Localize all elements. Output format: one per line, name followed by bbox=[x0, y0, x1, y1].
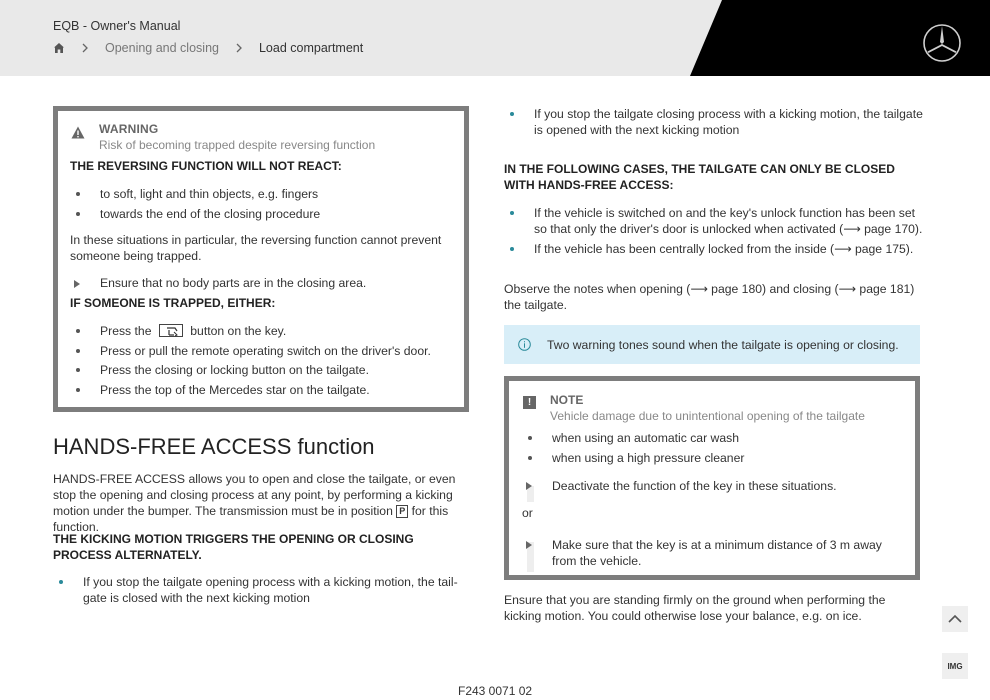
list-item bbox=[70, 323, 460, 339]
warning-paragraph: In these situations in particular, the reversing function cannot prevent someone being trapped. bbox=[70, 233, 442, 263]
list-item: Press the closing or locking button on the tailgate. bbox=[70, 362, 460, 378]
note-heading: NOTE bbox=[550, 393, 584, 407]
list-item: Press or pull the remote operating switch on the driver's door. bbox=[70, 343, 460, 359]
right-paragraph: Observe the notes when opening (⟶ page 180) and closing (⟶ page 181) the tailgate. bbox=[504, 282, 915, 312]
section-caps-heading: THE KICKING MOTION TRIGGERS THE OPENING OR CLOSING PROCESS ALTERNATELY. bbox=[53, 532, 414, 562]
warning-subheading: Risk of becoming trapped despite reversing function bbox=[99, 138, 376, 152]
list-item: If the vehicle is switched on and the key's unlock function has been set so that only the driver's door is unlocked when activated (⟶ page 170). bbox=[504, 205, 924, 237]
warning-title: THE REVERSING FUNCTION WILL NOT REACT: bbox=[70, 159, 342, 173]
step-arrow-icon bbox=[526, 482, 532, 490]
section-para-suffix: for this function. bbox=[53, 504, 449, 534]
mercedes-star-logo[interactable] bbox=[922, 23, 962, 63]
note-or: or bbox=[522, 506, 533, 520]
section-paragraph bbox=[53, 471, 463, 535]
list-item: If you stop the tailgate opening process with a kicking motion, the tail-gate is closed with the next kicking motion bbox=[53, 574, 463, 606]
note-step-2 bbox=[526, 537, 906, 569]
step-arrow-icon bbox=[74, 280, 80, 288]
info-box bbox=[504, 325, 920, 364]
list-item: Press the top of the Mercedes star on the tailgate. bbox=[70, 382, 460, 398]
section-para-prefix: HANDS-FREE ACCESS allows you to open and close the tailgate, or even stop the opening and closing process at any point, by performing a kicking motion under the bumper. The transmission must be in position bbox=[53, 472, 456, 518]
step-arrow-icon bbox=[526, 541, 532, 549]
breadcrumb bbox=[53, 41, 363, 55]
figure-code: F243 0071 02 bbox=[458, 684, 533, 698]
warning-heading: WARNING bbox=[99, 122, 159, 136]
list-item: If you stop the tailgate closing process with a kicking motion, the tailgate is opened with the next kicking motion bbox=[504, 106, 924, 138]
warning-bullets-2 bbox=[70, 323, 460, 401]
warning-bullets bbox=[70, 186, 460, 225]
list-item: If the vehicle has been centrally locked from the inside (⟶ page 175). bbox=[504, 241, 924, 257]
right-caps-heading: IN THE FOLLOWING CASES, THE TAILGATE CAN ONLY BE CLOSED WITH HANDS-FREE ACCESS: bbox=[504, 162, 895, 192]
press-suffix: button on the key. bbox=[190, 324, 287, 338]
image-button-label: IMG bbox=[947, 661, 963, 671]
home-icon[interactable] bbox=[53, 42, 65, 54]
breadcrumb-load-compartment: Load compartment bbox=[258, 41, 364, 55]
page-header bbox=[0, 0, 990, 76]
right-bullets-top bbox=[504, 106, 924, 138]
scroll-to-top-button[interactable] bbox=[942, 606, 968, 632]
list-item: when using an automatic car wash bbox=[522, 430, 912, 446]
warning-box bbox=[53, 106, 469, 412]
manual-title: EQB - Owner's Manual bbox=[53, 19, 181, 33]
breadcrumb-opening-closing[interactable]: Opening and closing bbox=[105, 41, 219, 55]
note-step-1-text: Deactivate the function of the key in these situations. bbox=[552, 479, 837, 493]
press-prefix: Press the bbox=[100, 324, 152, 338]
note-step-1 bbox=[526, 478, 906, 494]
note-subheading: Vehicle damage due to unintentional opening of the tailgate bbox=[550, 409, 865, 423]
section-bullets bbox=[53, 574, 463, 606]
tailgate-key-button-icon bbox=[159, 324, 183, 337]
warning-step-text: Ensure that no body parts are in the closing area. bbox=[100, 276, 367, 290]
warning-title-2: IF SOMEONE IS TRAPPED, EITHER: bbox=[70, 296, 276, 310]
right-paragraph-2: Ensure that you are standing firmly on the ground when performing the kicking motion. You could otherwise lose your balance, e.g. on ice. bbox=[504, 593, 886, 623]
right-bullets bbox=[504, 205, 924, 261]
info-text: Two warning tones sound when the tailgate is opening or closing. bbox=[547, 337, 899, 352]
info-icon bbox=[518, 338, 531, 351]
chevron-right-icon bbox=[233, 42, 245, 54]
list-item: when using a high pressure cleaner bbox=[522, 450, 912, 466]
warning-step bbox=[74, 276, 366, 290]
chevron-right-icon bbox=[79, 42, 91, 54]
list-item: to soft, light and thin objects, e.g. fingers bbox=[70, 186, 460, 202]
image-viewer-button[interactable] bbox=[942, 653, 968, 679]
chevron-up-icon bbox=[948, 614, 962, 624]
note-bullets bbox=[522, 430, 912, 469]
warning-triangle-icon bbox=[71, 126, 85, 139]
note-step-2-text: Make sure that the key is at a minimum distance of 3 m away from the vehicle. bbox=[552, 538, 882, 568]
note-box bbox=[504, 376, 920, 580]
section-title: HANDS-FREE ACCESS function bbox=[53, 434, 375, 459]
list-item: towards the end of the closing procedure bbox=[70, 206, 460, 222]
exclamation-icon: ! bbox=[523, 396, 536, 409]
park-position-symbol: P bbox=[396, 505, 408, 518]
